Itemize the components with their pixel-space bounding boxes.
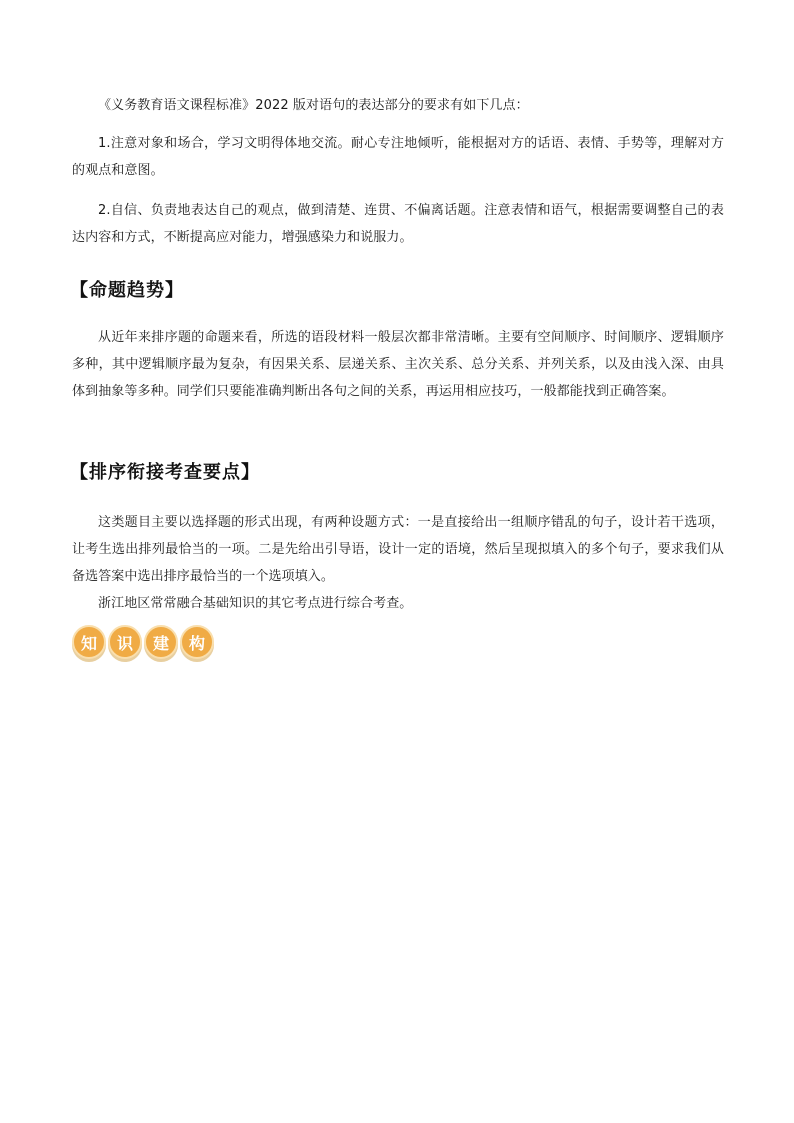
badge-char: 构 xyxy=(180,625,214,659)
knowledge-structure-badge xyxy=(72,622,214,662)
trend-paragraph: 从近年来排序题的命题来看，所选的语段材料一般层次都非常清晰。主要有空间顺序、时间顺序、逻辑顺序多种，其中逻辑顺序最为复杂，有因果关系、层递关系、主次关系、总分关系、并列关系，以及由浅入深、由具体到抽象等多种。同学们只要能准确判断出各句之间的关系，再运用相应技巧，一般都能找到正确答案。 xyxy=(72,330,724,399)
badge-char: 建 xyxy=(144,625,178,659)
heading-trend: 【命题趋势】 xyxy=(70,280,184,301)
heading-key-points: 【排序衔接考查要点】 xyxy=(70,462,260,483)
requirement-point-2: 2.自信、负责地表达自己的观点，做到清楚、连贯、不偏离话题。注意表情和语气，根据需要调整自己的表达内容和方式，不断提高应对能力，增强感染力和说服力。 xyxy=(72,203,724,245)
badge-char: 知 xyxy=(72,625,106,659)
intro-paragraph: 《义务教育语文课程标准》2022 版对语句的表达部分的要求有如下几点： xyxy=(98,98,529,113)
badge-char: 识 xyxy=(108,625,142,659)
key-points-paragraph: 这类题目主要以选择题的形式出现，有两种设题方式：一是直接给出一组顺序错乱的句子，设计若干选项，让考生选出排列最恰当的一项。二是先给出引导语，设计一定的语境，然后呈现拟填入的多个句子，要求我们从备选答案中选出排序最恰当的一个选项填入。 xyxy=(72,515,724,584)
requirement-point-1: 1.注意对象和场合，学习文明得体地交流。耐心专注地倾听，能根据对方的话语、表情、手势等，理解对方的观点和意图。 xyxy=(72,136,724,178)
key-points-note: 浙江地区常常融合基础知识的其它考点进行综合考查。 xyxy=(98,596,413,611)
